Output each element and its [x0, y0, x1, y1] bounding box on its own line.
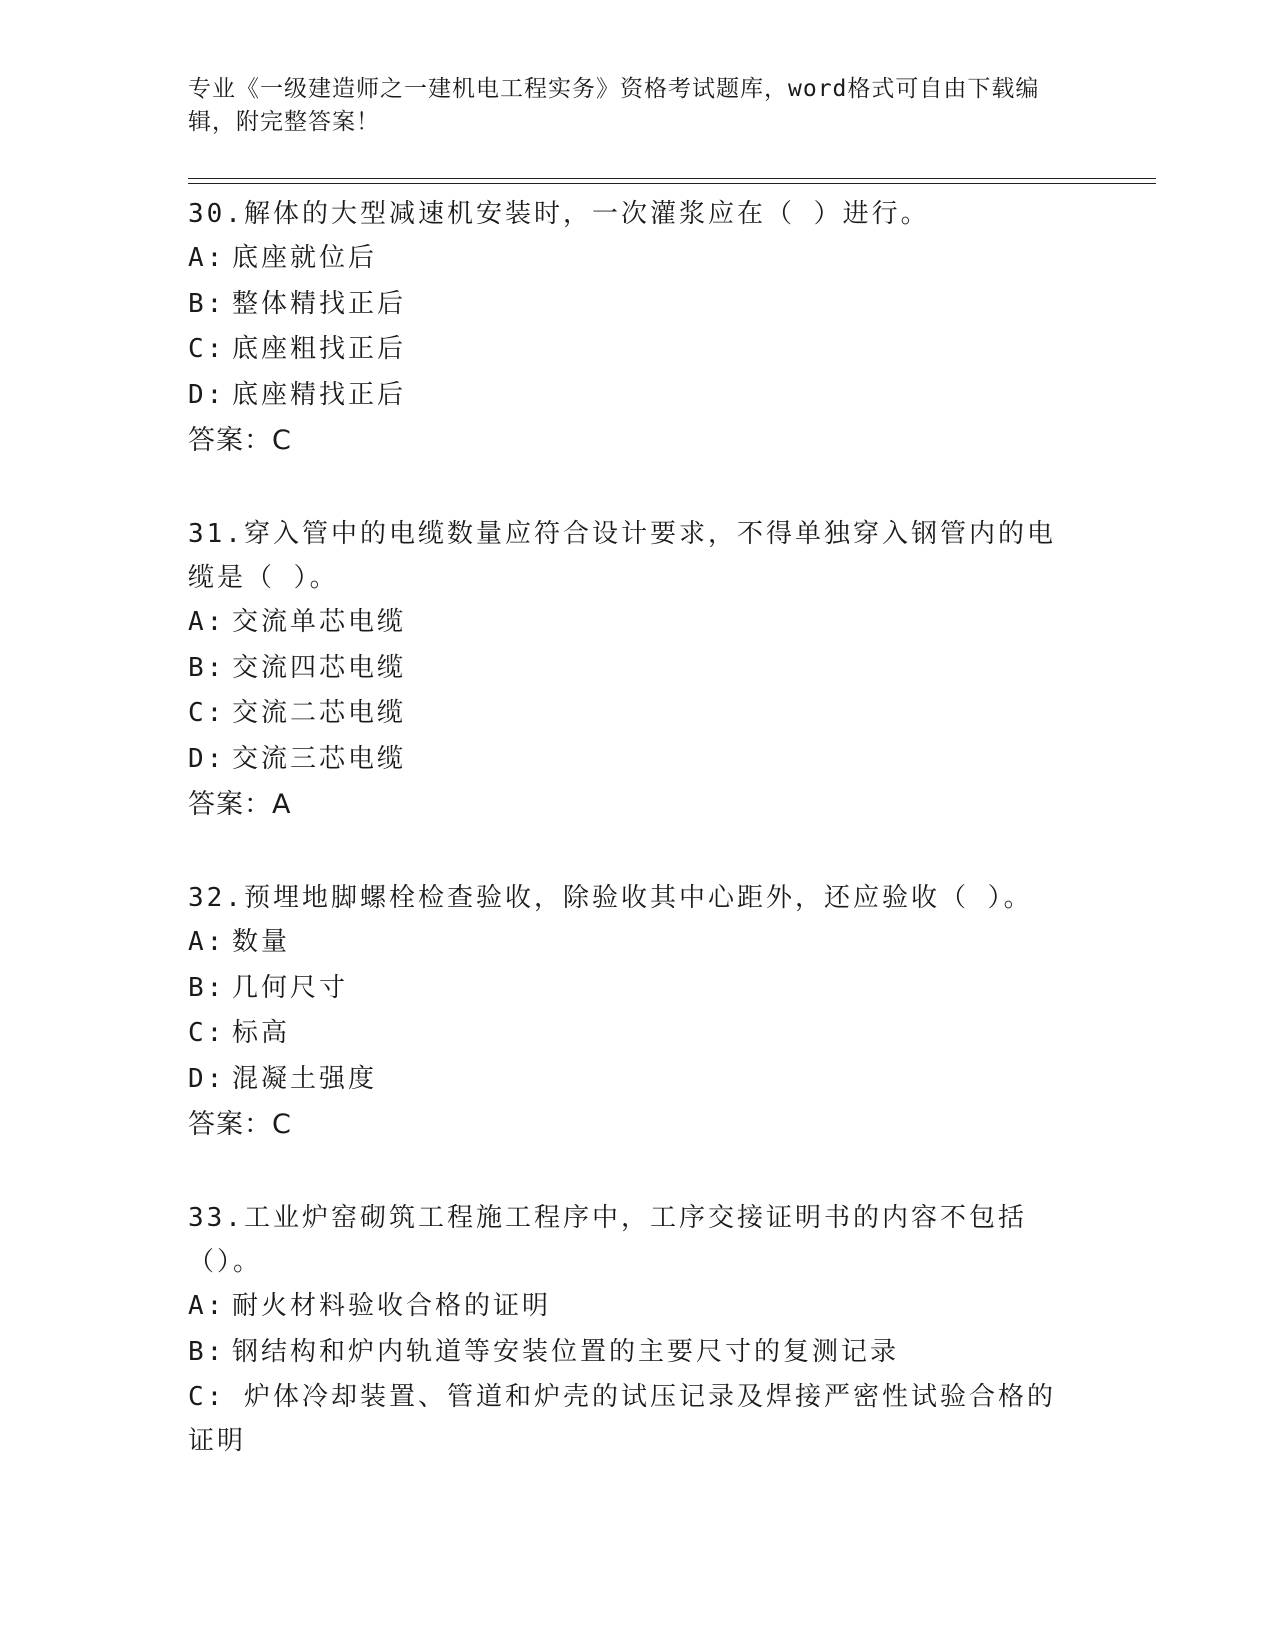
- answer-label: 答案：: [188, 425, 272, 456]
- question-stem: 31.穿入管中的电缆数量应符合设计要求，不得单独穿入钢管内的电缆是（ ）。: [188, 519, 1056, 593]
- answer-label: 答案：: [188, 789, 272, 820]
- option-label: C:: [188, 334, 226, 364]
- question-stem: 32.预埋地脚螺栓检查验收，除验收其中心距外，还应验收（ ）。: [188, 883, 1033, 913]
- option-label: D:: [188, 379, 226, 410]
- option-label: A:: [188, 927, 226, 957]
- option-text: 交流单芯电缆: [232, 607, 407, 637]
- option-text: 几何尺寸: [232, 972, 349, 1003]
- option-text: 耐火材料验收合格的证明: [232, 1291, 552, 1321]
- option-text: 整体精找正后: [232, 288, 407, 319]
- answer-line: [188, 782, 1078, 828]
- question-list: [188, 192, 1078, 1511]
- option-c: [188, 691, 1078, 737]
- document-header: 专业《一级建造师之一建机电工程实务》资格考试题库，word格式可自由下载编辑，附完整答案！: [188, 76, 1040, 135]
- option-text: 交流四芯电缆: [232, 652, 407, 683]
- answer-label: 答案：: [188, 1109, 272, 1140]
- header-divider-bottom: [188, 183, 1156, 184]
- option-label: D:: [188, 743, 226, 774]
- option-c: [188, 1375, 1078, 1463]
- option-text: 标高: [232, 1018, 291, 1048]
- option-label: C:: [188, 1382, 226, 1412]
- option-label: A:: [188, 243, 226, 273]
- question-stem: 33.工业炉窑砌筑工程施工程序中，工序交接证明书的内容不包括（）。: [188, 1203, 1027, 1277]
- option-a: [188, 600, 1078, 646]
- option-label: D:: [188, 1063, 226, 1094]
- option-text: 炉体冷却装置、管道和炉壳的试压记录及焊接严密性试验合格的证明: [188, 1382, 1056, 1456]
- option-text: 底座粗找正后: [232, 334, 407, 364]
- question-stem: 30.解体的大型减速机安装时，一次灌浆应在（ ）进行。: [188, 199, 930, 229]
- option-label: B:: [188, 972, 226, 1003]
- option-d: [188, 373, 1078, 419]
- option-text: 底座精找正后: [232, 379, 407, 410]
- option-text: 钢结构和炉内轨道等安装位置的主要尺寸的复测记录: [232, 1336, 900, 1367]
- option-b: [188, 282, 1078, 328]
- question-33: [188, 1196, 1078, 1463]
- option-label: B:: [188, 1336, 226, 1367]
- answer-line: [188, 1102, 1078, 1148]
- option-a: [188, 920, 1078, 966]
- question-31: [188, 512, 1078, 828]
- answer-value: A: [272, 789, 292, 820]
- answer-line: [188, 418, 1078, 464]
- header-divider-top: [188, 178, 1156, 179]
- option-label: B:: [188, 652, 226, 683]
- option-b: [188, 1330, 1078, 1376]
- option-c: [188, 327, 1078, 373]
- option-text: 交流二芯电缆: [232, 698, 407, 728]
- option-label: A:: [188, 1291, 226, 1321]
- answer-value: C: [272, 425, 292, 456]
- option-d: [188, 737, 1078, 783]
- option-d: [188, 1057, 1078, 1103]
- option-text: 混凝土强度: [232, 1063, 378, 1094]
- option-a: [188, 1284, 1078, 1330]
- option-b: [188, 646, 1078, 692]
- question-30: [188, 192, 1078, 464]
- option-b: [188, 966, 1078, 1012]
- option-text: 数量: [232, 927, 291, 957]
- question-32: [188, 876, 1078, 1148]
- option-a: [188, 236, 1078, 282]
- option-label: C:: [188, 1018, 226, 1048]
- option-label: C:: [188, 698, 226, 728]
- option-text: 底座就位后: [232, 243, 378, 273]
- option-text: 交流三芯电缆: [232, 743, 407, 774]
- option-label: B:: [188, 288, 226, 319]
- option-c: [188, 1011, 1078, 1057]
- option-label: A:: [188, 607, 226, 637]
- answer-value: C: [272, 1109, 292, 1140]
